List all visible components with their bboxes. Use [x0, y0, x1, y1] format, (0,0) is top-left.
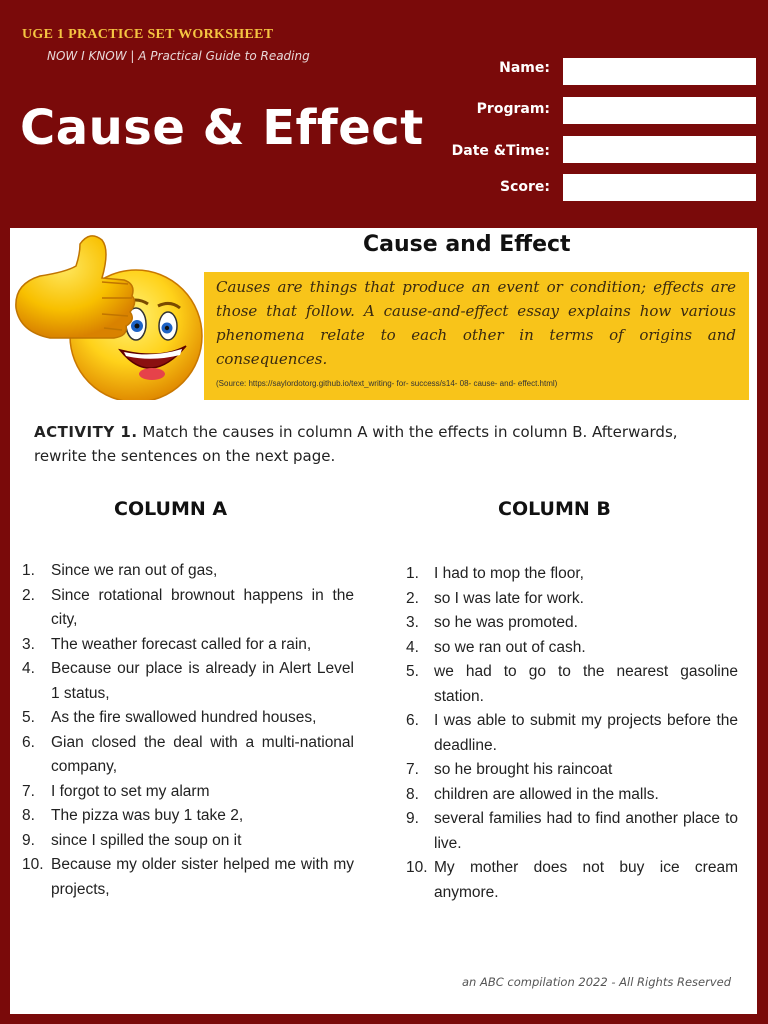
item-text: so he was promoted. — [434, 614, 578, 631]
activity-instructions — [34, 420, 734, 468]
item-text: As the fire swallowed hundred houses, — [51, 709, 317, 726]
column-a-list — [22, 559, 354, 902]
list-item — [406, 660, 738, 709]
item-text: we had to go to the nearest gasoline station. — [434, 663, 738, 705]
item-text: several families had to find another place to live. — [434, 810, 738, 852]
list-item — [22, 853, 354, 902]
item-number: 6. — [406, 712, 419, 729]
list-item — [22, 780, 354, 805]
item-text: children are allowed in the malls. — [434, 785, 659, 803]
list-item — [406, 783, 738, 808]
definition-source: (Source: https://saylordotorg.github.io/text_writing- for- success/s14- 08- cause- and- effect.html) — [216, 379, 558, 388]
item-text: I had to mop the floor, — [434, 565, 584, 582]
item-text: so I was late for work. — [434, 589, 584, 607]
item-text: so he brought his raincoat — [434, 761, 613, 778]
name-field[interactable] — [563, 58, 756, 85]
item-text: Because my older sister helped me with my projects, — [51, 856, 354, 898]
item-text: I was able to submit my projects before the deadline. — [434, 712, 738, 754]
column-b-list — [406, 562, 738, 905]
footer-copyright: an ABC compilation 2022 - All Rights Reserved — [462, 975, 732, 989]
item-number: 5. — [22, 709, 35, 726]
item-number: 7. — [406, 761, 419, 778]
score-label: Score: — [500, 179, 550, 195]
list-item — [406, 562, 738, 587]
item-text: since I spilled the soup on it — [51, 831, 242, 849]
list-item — [406, 758, 738, 783]
list-item — [406, 587, 738, 612]
list-item — [22, 633, 354, 658]
item-number: 6. — [22, 733, 35, 751]
item-text: Because our place is already in Alert Level 1 status, — [51, 660, 354, 702]
item-text: The weather forecast called for a rain, — [51, 635, 312, 653]
activity-label: ACTIVITY 1. — [34, 423, 138, 441]
item-number: 9. — [22, 831, 35, 849]
item-number: 4. — [22, 660, 35, 677]
intro-title: Cause and Effect — [363, 232, 571, 257]
item-number: 8. — [22, 807, 35, 824]
date-time-label: Date &Time: — [451, 143, 550, 159]
item-number: 3. — [406, 614, 419, 631]
item-number: 10. — [22, 856, 44, 873]
item-text: so we ran out of cash. — [434, 638, 586, 656]
item-number: 9. — [406, 810, 419, 827]
column-a-heading: COLUMN A — [114, 498, 228, 520]
program-field[interactable] — [563, 97, 756, 124]
item-text: I forgot to set my alarm — [51, 782, 210, 800]
definition-box — [204, 272, 749, 400]
thumbs-up-smiley-icon — [10, 228, 210, 400]
score-field[interactable] — [563, 174, 756, 201]
item-number: 1. — [22, 562, 35, 579]
item-number: 3. — [22, 635, 35, 653]
item-number: 2. — [406, 589, 419, 607]
item-text: Since rotational brownout happens in the city, — [51, 586, 354, 628]
list-item — [22, 559, 354, 584]
item-number: 10. — [406, 859, 428, 876]
list-item — [22, 731, 354, 780]
program-label: Program: — [476, 101, 550, 117]
item-number: 5. — [406, 663, 419, 680]
item-number: 2. — [22, 586, 35, 604]
list-item — [22, 657, 354, 706]
column-b-heading: COLUMN B — [498, 498, 611, 520]
item-text: My mother does not buy ice cream anymore. — [434, 859, 738, 901]
activity-text: Match the causes in column A with the effects in column B. Afterwards, rewrite the sentences on the next page. — [34, 423, 678, 465]
list-item — [406, 807, 738, 856]
list-item — [22, 829, 354, 854]
item-text: The pizza was buy 1 take 2, — [51, 807, 244, 824]
list-item — [406, 611, 738, 636]
item-number: 8. — [406, 785, 419, 803]
item-text: Gian closed the deal with a multi-national company, — [51, 733, 354, 775]
series-subtitle: NOW I KNOW | A Practical Guide to Reading — [47, 49, 310, 63]
list-item — [22, 804, 354, 829]
item-number: 1. — [406, 565, 419, 582]
item-text: Since we ran out of gas, — [51, 562, 218, 579]
page-title: Cause & Effect — [20, 100, 424, 156]
list-item — [22, 706, 354, 731]
list-item — [406, 856, 738, 905]
list-item — [406, 709, 738, 758]
date-time-field[interactable] — [563, 136, 756, 163]
definition-text: Causes are things that produce an event or condition; effects are those that follow. A cause-and-effect essay explains how various phenomena relate to each other in terms of origins and consequences. — [216, 278, 736, 368]
item-number: 4. — [406, 638, 419, 656]
list-item — [22, 584, 354, 633]
name-label: Name: — [499, 60, 550, 76]
series-title: UGE 1 PRACTICE SET WORKSHEET — [22, 27, 274, 42]
item-number: 7. — [22, 782, 35, 800]
list-item — [406, 636, 738, 661]
